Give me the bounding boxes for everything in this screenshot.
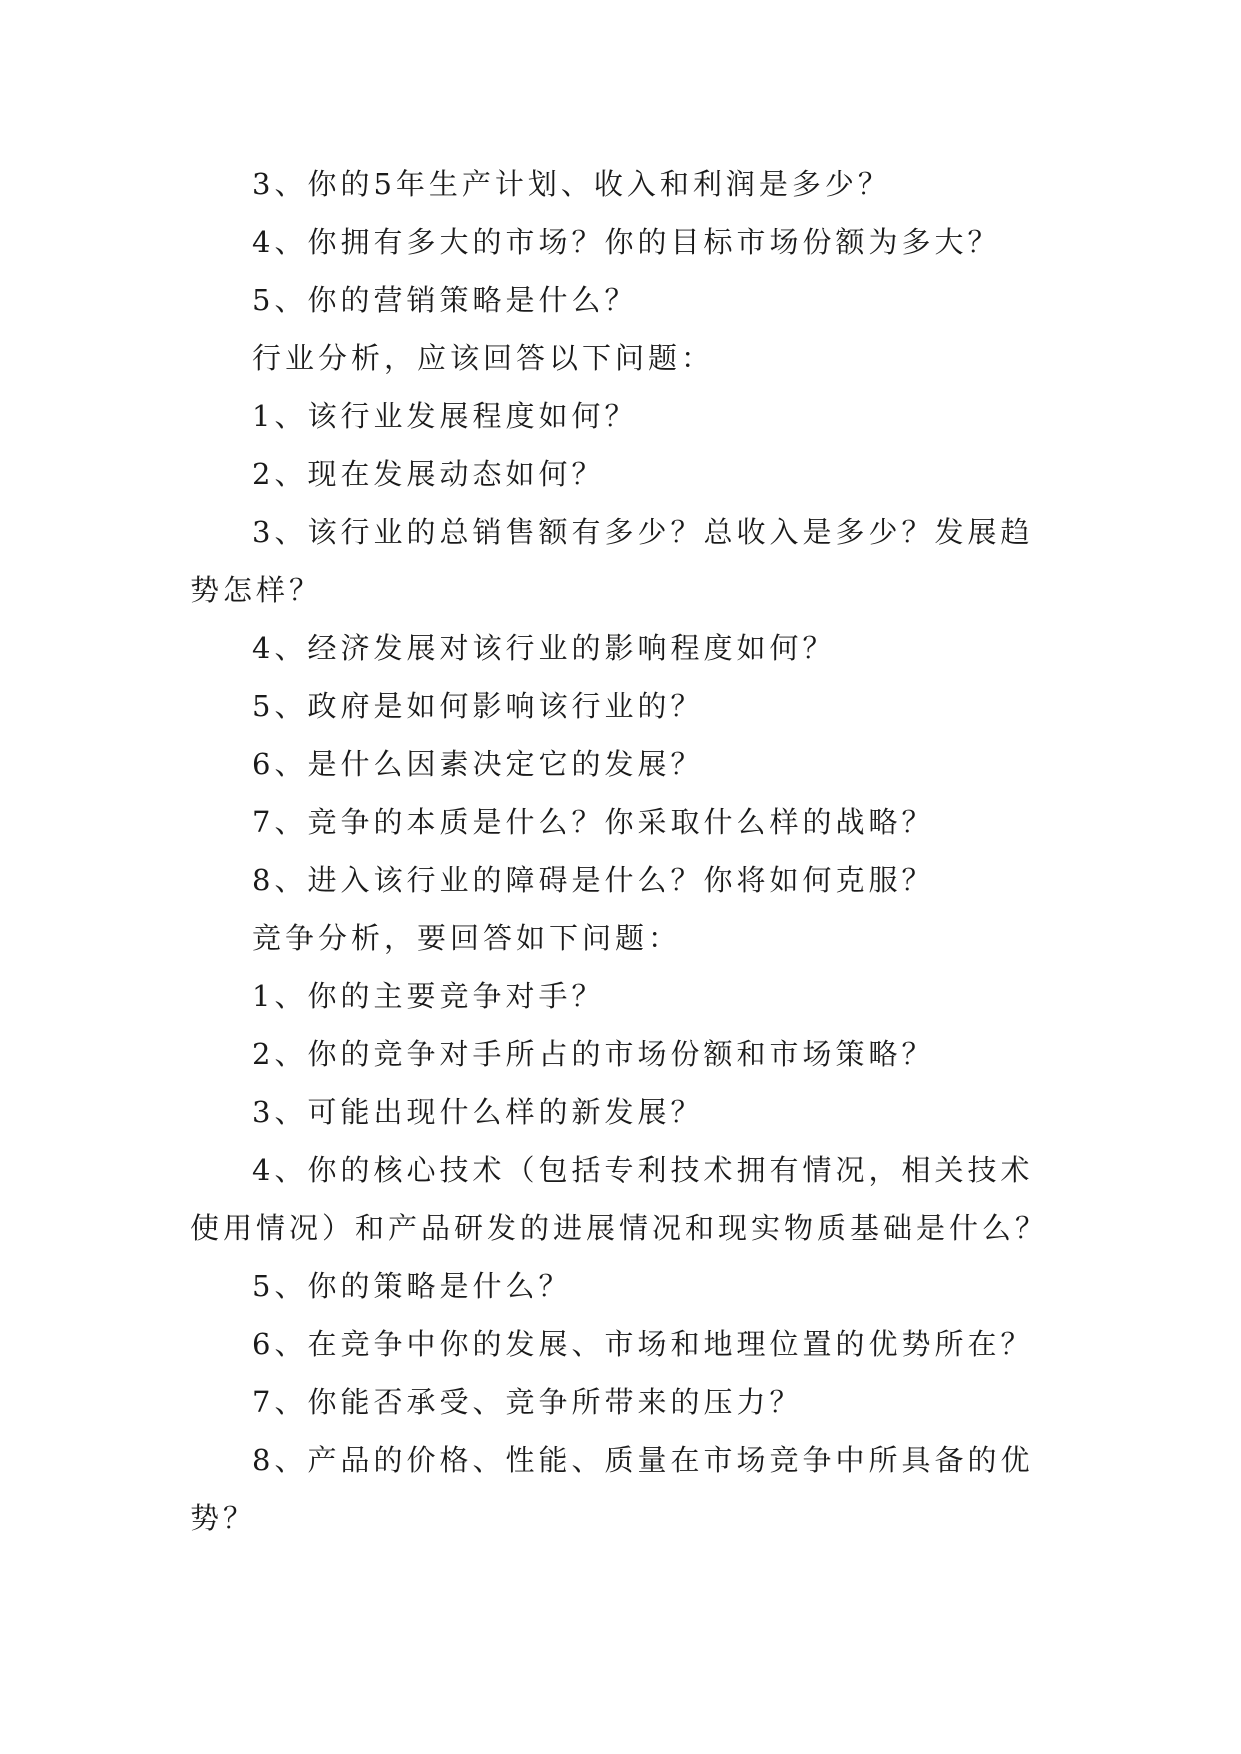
paragraph: 4、经济发展对该行业的影响程度如何？ <box>252 631 836 665</box>
paragraph: 3、可能出现什么样的新发展？ <box>252 1095 704 1129</box>
paragraph: 2、你的竞争对手所占的市场份额和市场策略？ <box>252 1037 935 1071</box>
paragraph: 5、政府是如何影响该行业的？ <box>252 689 704 723</box>
paragraph: 8、产品的价格、性能、质量在市场竞争中所具备的优势？ <box>190 1443 1034 1535</box>
paragraph: 7、你能否承受、竞争所带来的压力？ <box>252 1385 803 1419</box>
section-heading-industry-analysis: 行业分析，应该回答以下问题： <box>252 341 715 375</box>
section-heading-competition-analysis: 竞争分析，要回答如下问题： <box>252 921 682 955</box>
paragraph: 3、你的5年生产计划、收入和利润是多少？ <box>252 167 891 201</box>
paragraph: 5、你的策略是什么？ <box>252 1269 572 1303</box>
document-body <box>190 155 1050 1547</box>
paragraph: 4、你的核心技术（包括专利技术拥有情况，相关技术使用情况）和产品研发的进展情况和现实物质基础是什么？ <box>190 1153 1049 1245</box>
paragraph: 4、你拥有多大的市场？你的目标市场份额为多大？ <box>252 225 1001 259</box>
paragraph: 5、你的营销策略是什么？ <box>252 283 638 317</box>
paragraph: 7、竞争的本质是什么？你采取什么样的战略？ <box>252 805 935 839</box>
paragraph: 2、现在发展动态如何？ <box>252 457 605 491</box>
paragraph: 3、该行业的总销售额有多少？总收入是多少？发展趋势怎样？ <box>190 515 1034 607</box>
paragraph: 1、该行业发展程度如何？ <box>252 399 638 433</box>
paragraph: 1、你的主要竞争对手？ <box>252 979 605 1013</box>
paragraph: 6、在竞争中你的发展、市场和地理位置的优势所在？ <box>252 1327 1034 1361</box>
paragraph: 6、是什么因素决定它的发展？ <box>252 747 704 781</box>
paragraph: 8、进入该行业的障碍是什么？你将如何克服？ <box>252 863 935 897</box>
